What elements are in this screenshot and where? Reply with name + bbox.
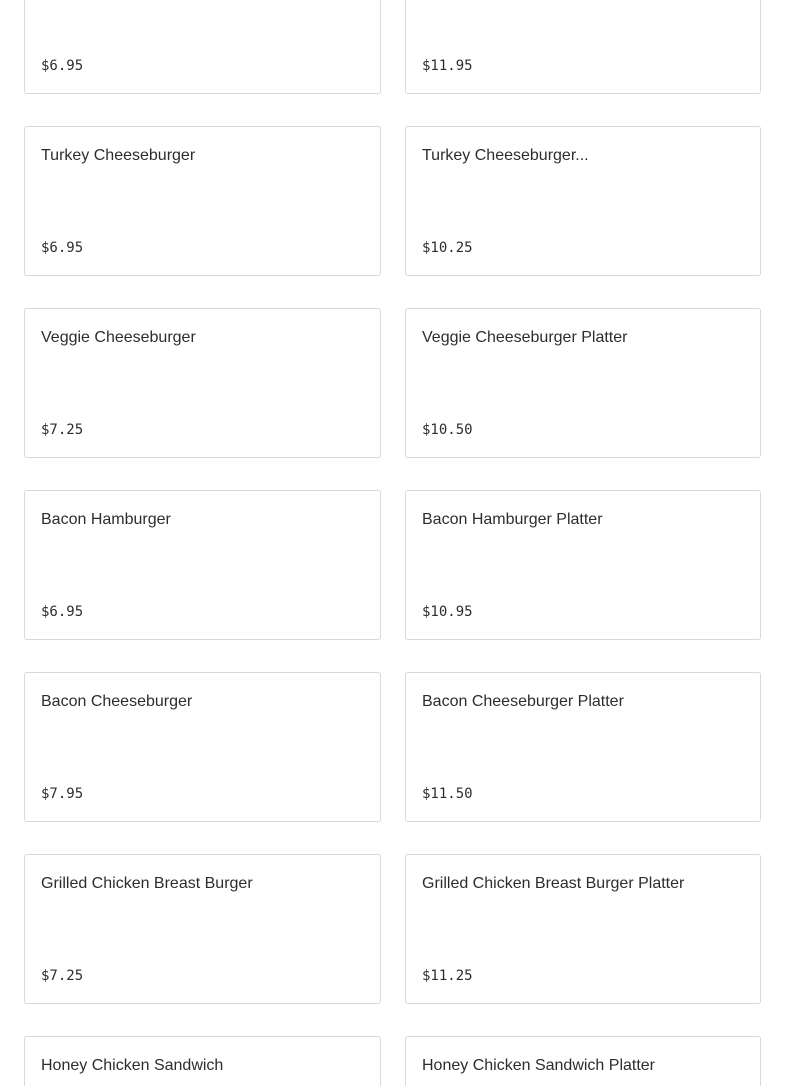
menu-item-name: Honey Chicken Sandwich Platter xyxy=(422,1057,656,1074)
menu-item-name: Bacon Cheeseburger xyxy=(41,693,193,710)
menu-item-grid xyxy=(24,0,761,1086)
menu-item-card[interactable] xyxy=(24,308,381,458)
menu-item-card[interactable] xyxy=(405,308,761,458)
menu-item-card[interactable] xyxy=(24,0,381,94)
menu-item-card[interactable] xyxy=(24,854,381,1004)
menu-item-price: $6.95 xyxy=(41,240,84,256)
menu-item-name: Grilled Chicken Breast Burger xyxy=(41,875,253,892)
menu-item-price: $7.25 xyxy=(41,422,84,438)
menu-item-card[interactable] xyxy=(405,490,761,640)
menu-item-price: $11.50 xyxy=(422,786,473,802)
menu-item-card[interactable] xyxy=(24,126,381,276)
menu-item-price: $11.25 xyxy=(422,968,473,984)
menu-item-card[interactable] xyxy=(405,126,761,276)
menu-item-card[interactable] xyxy=(24,1036,381,1086)
menu-item-name: Bacon Hamburger xyxy=(41,511,171,528)
menu-item-name: Bacon Cheeseburger Platter xyxy=(422,693,624,710)
menu-item-name: Grilled Chicken Breast Burger Platter xyxy=(422,875,685,892)
menu-item-card[interactable] xyxy=(405,854,761,1004)
menu-item-price: $10.95 xyxy=(422,604,473,620)
menu-item-card[interactable] xyxy=(24,672,381,822)
menu-item-price: $11.95 xyxy=(422,58,473,74)
menu-item-price: $7.25 xyxy=(41,968,84,984)
menu-item-price: $6.95 xyxy=(41,604,84,620)
menu-item-card[interactable] xyxy=(24,490,381,640)
menu-item-name: Turkey Cheeseburger xyxy=(41,147,196,164)
menu-item-name: Veggie Cheeseburger Platter xyxy=(422,329,628,346)
menu-item-name: Turkey Cheeseburger... xyxy=(422,147,589,164)
menu-item-price: $6.95 xyxy=(41,58,84,74)
menu-item-name: Bacon Hamburger Platter xyxy=(422,511,603,528)
menu-item-card[interactable] xyxy=(405,672,761,822)
menu-item-price: $7.95 xyxy=(41,786,84,802)
menu-item-price: $10.25 xyxy=(422,240,473,256)
menu-item-name: Veggie Cheeseburger xyxy=(41,329,196,346)
menu-item-card[interactable] xyxy=(405,1036,761,1086)
menu-item-name: Honey Chicken Sandwich xyxy=(41,1057,224,1074)
menu-item-card[interactable] xyxy=(405,0,761,94)
menu-item-price: $10.50 xyxy=(422,422,473,438)
